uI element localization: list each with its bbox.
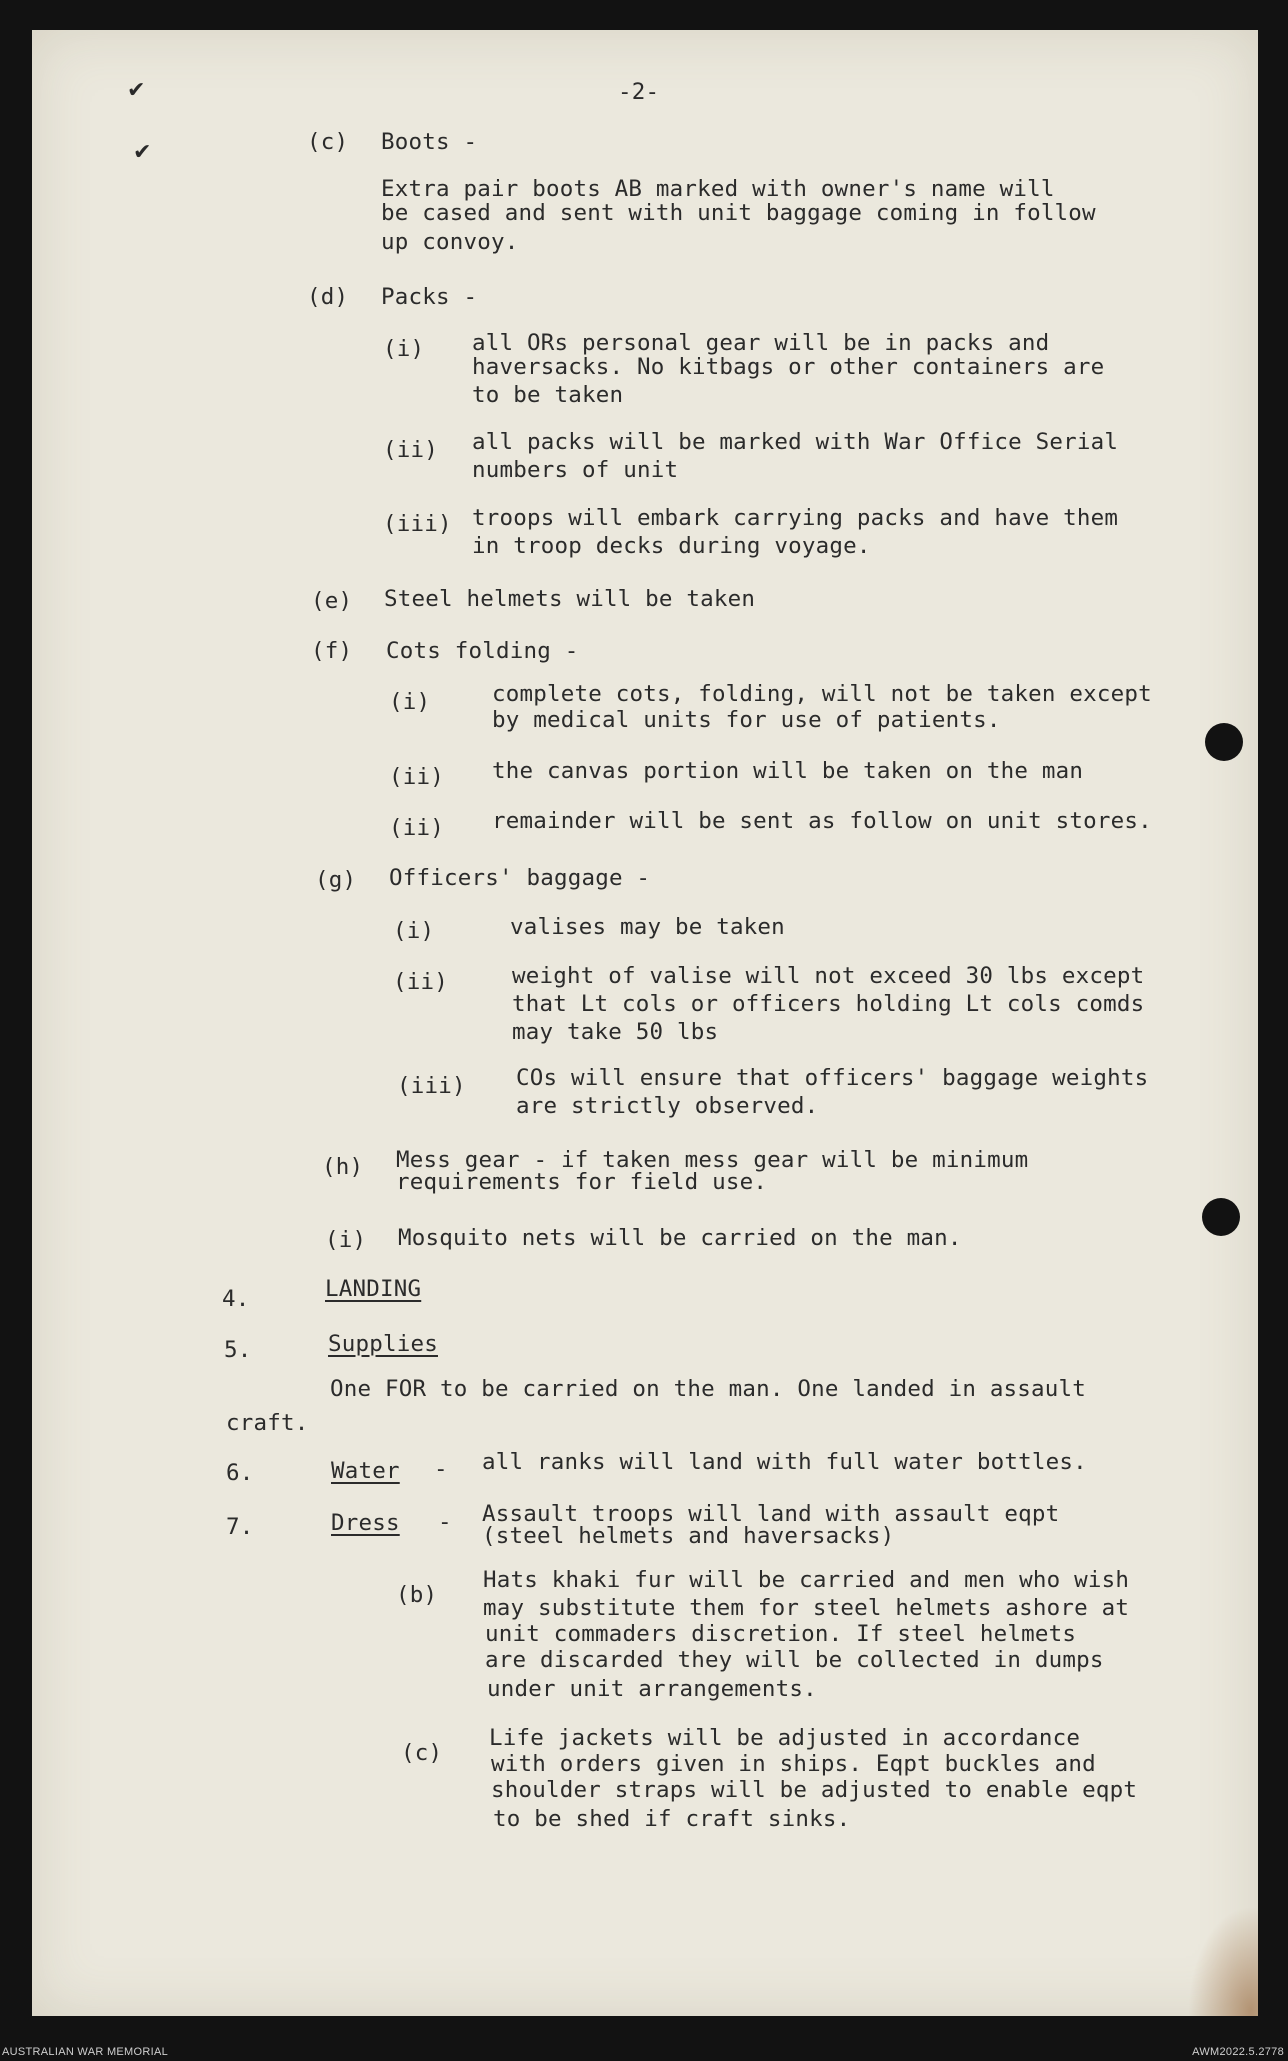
section-line: Mosquito nets will be carried on the man. [398, 1225, 962, 1251]
paragraph-heading: LANDING [325, 1276, 422, 1302]
item-line: Hats khaki fur will be carried and men who wish [483, 1567, 1130, 1593]
section-heading: Steel helmets will be taken [384, 586, 756, 612]
item-line: COs will ensure that officers' baggage weights [516, 1065, 1149, 1091]
section-label: (f) [311, 638, 353, 664]
page-number: -2- [618, 79, 660, 105]
item-number: (ii) [389, 764, 444, 790]
paragraph-dash: - [438, 1509, 452, 1535]
item-line: all packs will be marked with War Office Serial [472, 429, 1119, 455]
section-label: (i) [325, 1227, 367, 1253]
item-line: shoulder straps will be adjusted to enable eqpt [491, 1777, 1138, 1803]
item-line: troops will embark carrying packs and have them [472, 505, 1119, 531]
item-line: to be taken [472, 382, 624, 408]
item-line: weight of valise will not exceed 30 lbs except [512, 963, 1145, 989]
item-number: (b) [396, 1582, 438, 1608]
paragraph-heading: Supplies [328, 1331, 438, 1357]
paragraph-heading: Water [331, 1458, 400, 1484]
section-heading: Packs - [381, 284, 478, 310]
item-line: valises may be taken [510, 914, 785, 940]
body-line: Extra pair boots AB marked with owner's name will [381, 176, 1055, 202]
section-line: requirements for field use. [396, 1169, 768, 1195]
paragraph-line: all ranks will land with full water bottles. [482, 1449, 1087, 1475]
item-line: unit commaders discretion. If steel helmets [485, 1621, 1077, 1647]
section-label: (g) [315, 867, 357, 893]
paragraph-line: Assault troops will land with assault eqpt [482, 1501, 1060, 1527]
item-line: may take 50 lbs [512, 1019, 719, 1045]
paragraph-line: One FOR to be carried on the man. One landed in assault [330, 1376, 1087, 1402]
item-line: Life jackets will be adjusted in accordance [489, 1725, 1081, 1751]
item-line: the canvas portion will be taken on the man [492, 758, 1084, 784]
item-line: to be shed if craft sinks. [493, 1806, 851, 1832]
item-line: are discarded they will be collected in dumps [485, 1647, 1104, 1673]
item-line: all ORs personal gear will be in packs and [472, 330, 1050, 356]
item-line: haversacks. No kitbags or other containers are [472, 354, 1105, 380]
item-number: (ii) [389, 815, 444, 841]
item-line: under unit arrangements. [487, 1676, 817, 1702]
section-line: Mess gear - if taken mess gear will be minimum [396, 1147, 1029, 1173]
item-line: complete cots, folding, will not be taken except [492, 681, 1152, 707]
checkmark-icon: ✔ [133, 140, 152, 165]
paragraph-number: 4. [222, 1286, 250, 1312]
item-line: that Lt cols or officers holding Lt cols comds [512, 991, 1145, 1017]
section-label: (d) [307, 284, 349, 310]
item-number: (iii) [383, 511, 452, 537]
item-line: numbers of unit [472, 457, 679, 483]
footer-source: AUSTRALIAN WAR MEMORIAL [2, 2046, 169, 2058]
footer-accession: AWM2022.5.2778 [1192, 2046, 1284, 2058]
item-line: by medical units for use of patients. [492, 707, 1001, 733]
section-heading: Boots - [381, 129, 478, 155]
item-number: (ii) [383, 437, 438, 463]
paragraph-heading: Dress [331, 1510, 400, 1536]
checkmark-icon: ✔ [127, 78, 146, 103]
paragraph-dash: - [434, 1456, 448, 1482]
item-number: (i) [393, 918, 435, 944]
punch-hole-top [1205, 723, 1243, 761]
item-number: (ii) [393, 969, 448, 995]
item-number: (c) [401, 1740, 443, 1766]
paragraph-line: craft. [226, 1410, 309, 1436]
item-line: remainder will be sent as follow on unit stores. [492, 808, 1152, 834]
item-number: (i) [389, 689, 431, 715]
section-heading: Cots folding - [386, 638, 579, 664]
body-line: be cased and sent with unit baggage coming in follow [381, 200, 1096, 226]
paragraph-line: (steel helmets and haversacks) [482, 1523, 895, 1549]
paragraph-number: 6. [226, 1460, 254, 1486]
item-line: in troop decks during voyage. [472, 533, 871, 559]
body-line: up convoy. [381, 229, 519, 255]
paragraph-number: 7. [226, 1514, 254, 1540]
item-line: may substitute them for steel helmets ashore at [483, 1595, 1130, 1621]
section-label: (e) [311, 588, 353, 614]
paper-stain [1188, 1906, 1258, 2016]
punch-hole-bottom [1202, 1198, 1240, 1236]
item-line: are strictly observed. [516, 1093, 819, 1119]
item-line: with orders given in ships. Eqpt buckles and [491, 1751, 1096, 1777]
item-number: (i) [383, 336, 425, 362]
item-number: (iii) [397, 1073, 466, 1099]
section-heading: Officers' baggage - [389, 865, 651, 891]
section-label: (h) [322, 1154, 364, 1180]
section-label: (c) [307, 129, 349, 155]
paragraph-number: 5. [224, 1337, 252, 1363]
